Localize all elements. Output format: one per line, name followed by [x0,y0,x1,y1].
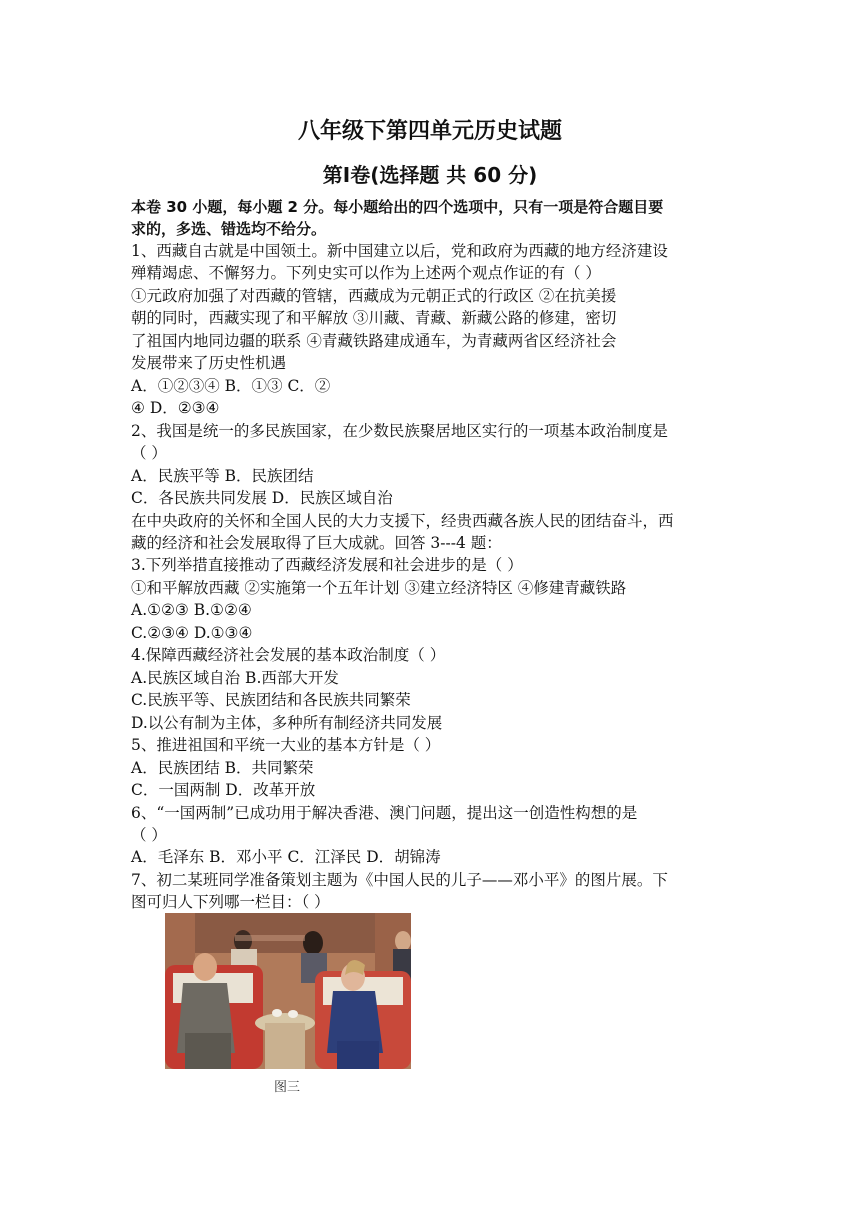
option-line: C．各民族共同发展 D．民族区域自治 [131,489,393,507]
historical-photo [165,913,411,1069]
question-text: 4.保障西藏经济社会发展的基本政治制度（ ） [131,646,446,664]
passage-text: 在中央政府的关怀和全国人民的大力支援下，经贵西藏各族人民的团结奋斗，西 [131,512,674,530]
option-line: C.民族平等、民族团结和各民族共同繁荣 [131,691,411,709]
question-text: 发展带来了历史性机遇 [131,354,287,372]
option-line: A．民族团结 B．共同繁荣 [131,759,314,777]
option-line: C．一国两制 D．改革开放 [131,781,316,799]
option-line: ④ D．②③④ [131,399,220,417]
question-text: 2、我国是统一的多民族国家，在少数民族聚居地区实行的一项基本政治制度是 [131,422,668,440]
question-text: 1、西藏自古就是中国领土。新中国建立以后，党和政府为西藏的地方经济建设 [131,242,668,260]
option-line: C.②③④ D.①③④ [131,624,253,642]
section-title: 第Ⅰ卷(选择题 共 60 分) [322,163,538,187]
option-line: A．毛泽东 B．邓小平 C．江泽民 D．胡锦涛 [131,848,441,866]
option-line: A.①②③ B.①②④ [131,601,252,619]
question-text: ①和平解放西藏 ②实施第一个五年计划 ③建立经济特区 ④修建青藏铁路 [131,579,627,597]
question-text: 7、初二某班同学准备策划主题为《中国人民的儿子——邓小平》的图片展。下 [131,871,668,889]
exam-title: 八年级下第四单元历史试题 [297,119,562,144]
question-text: 朝的同时，西藏实现了和平解放 ③川藏、青藏、新藏公路的修建，密切 [131,309,617,327]
question-text: 5、推进祖国和平统一大业的基本方针是（ ） [131,736,441,754]
option-line: A．①②③④ B．①③ C．② [131,377,331,395]
photo-caption: 图三 [274,1080,301,1095]
option-line: D.以公有制为主体，多种所有制经济共同发展 [131,714,443,732]
question-text: 殚精竭虑、不懈努力。下列史实可以作为上述两个观点作证的有（ ） [131,264,601,282]
instruction-line: 本卷 30 小题，每小题 2 分。每小题给出的四个选项中，只有一项是符合题目要 [131,198,664,216]
question-text: ①元政府加强了对西藏的管辖，西藏成为元朝正式的行政区 ②在抗美援 [131,287,617,305]
question-text: 图可归人下列哪一栏目：（ ） [131,893,330,911]
option-line: A．民族平等 B．民族团结 [131,467,314,485]
question-text: 了祖国内地同边疆的联系 ④青藏铁路建成通车，为青藏两省区经济社会 [131,332,617,350]
passage-text: 藏的经济和社会发展取得了巨大成就。回答 3---4 题： [131,534,502,552]
question-text: 6、“一国两制”已成功用于解决香港、澳门问题，提出这一创造性构想的是 [131,804,638,822]
question-text: 3.下列举措直接推动了西藏经济发展和社会进步的是（ ） [131,556,523,574]
question-text: （ ） [131,826,167,844]
question-text: （ ） [131,444,167,462]
option-line: A.民族区域自治 B.西部大开发 [131,669,339,687]
instruction-line: 求的，多选、错选均不给分。 [131,220,327,238]
